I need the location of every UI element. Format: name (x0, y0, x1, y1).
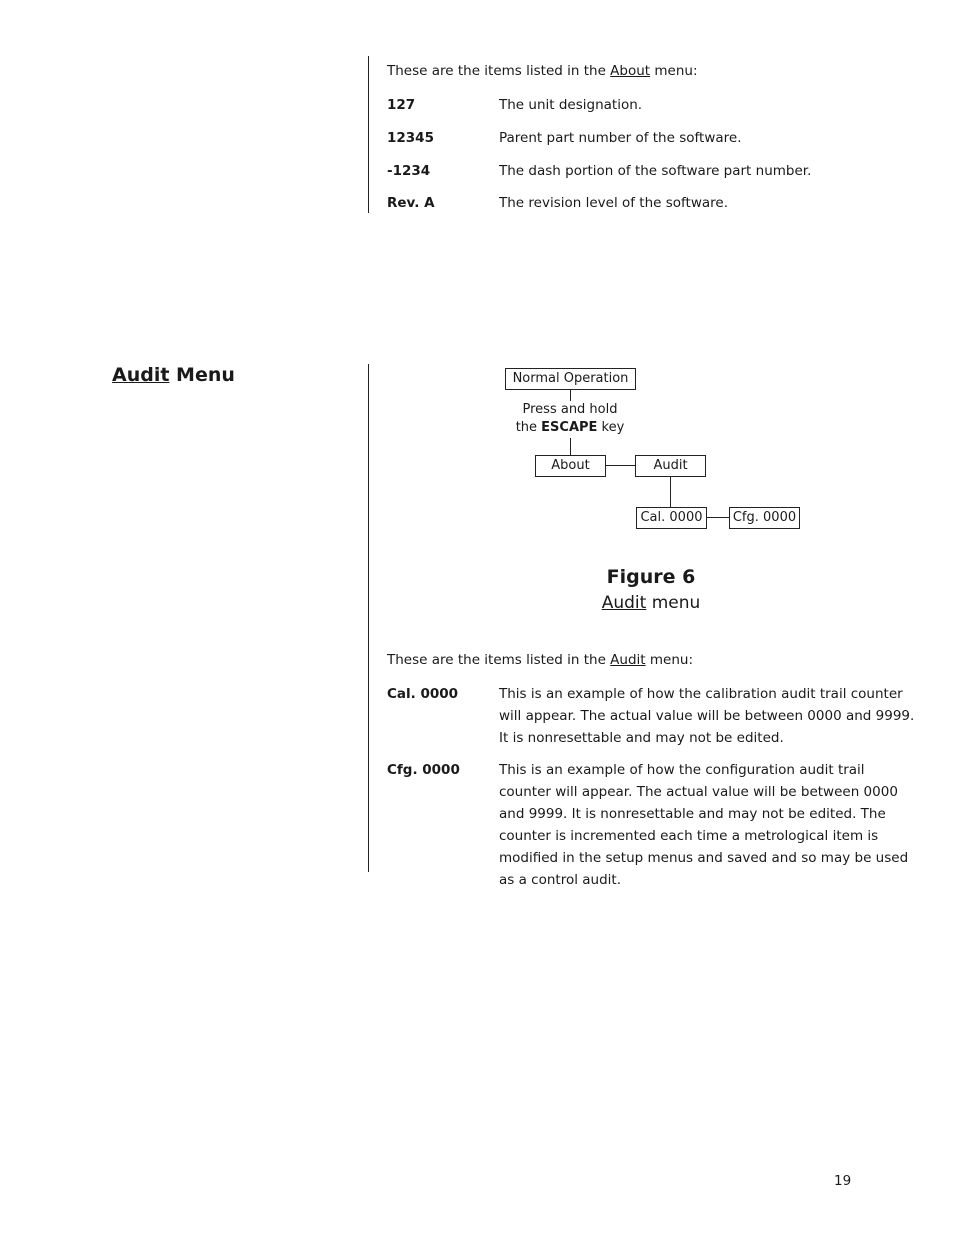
item-description: The unit designation. (499, 97, 643, 113)
about-menu-box: About (535, 455, 606, 477)
press-hold-escape-instruction: Press and hold the ESCAPE key (515, 402, 625, 435)
page-number: 19 (834, 1173, 852, 1189)
item-term: Cfg. 0000 (387, 762, 460, 778)
item-term: 12345 (387, 130, 434, 146)
connector-cal-to-cfg (707, 517, 729, 518)
figure-caption: Audit menu (601, 593, 701, 613)
figure-title: Figure 6 (606, 566, 696, 588)
item-term: 127 (387, 97, 416, 113)
audit-section-rule (368, 364, 369, 872)
connector-about-to-audit (606, 465, 635, 466)
cfg-counter-box: Cfg. 0000 (729, 507, 800, 529)
item-term: Cal. 0000 (387, 686, 459, 702)
item-description: Parent part number of the software. (499, 130, 742, 146)
normal-operation-box: Normal Operation (505, 368, 636, 390)
audit-intro: These are the items listed in the Audit menu: (387, 652, 693, 668)
item-term: Rev. A (387, 195, 435, 211)
about-intro: These are the items listed in the About menu: (387, 63, 698, 79)
audit-menu-box: Audit (635, 455, 706, 477)
section-heading-audit-menu: Audit Menu (112, 364, 235, 386)
item-term: -1234 (387, 163, 431, 179)
item-description: This is an example of how the configuration audit trail counter will appear. The actual value will be between 0000 and 9999. It is nonresettable and may not be edited. The counter is incremented each time a metrological item is modified in the setup menus and saved and so may be used as a control audit. (499, 762, 909, 888)
audit-menu-reference: Audit (610, 652, 646, 668)
cal-counter-box: Cal. 0000 (636, 507, 707, 529)
about-menu-reference: About (610, 63, 651, 79)
connector-text-to-about (570, 438, 571, 455)
about-section-rule (368, 56, 369, 213)
item-description: The dash portion of the software part number. (499, 163, 812, 179)
item-description: This is an example of how the calibration audit trail counter will appear. The actual value will be between 0000 and 9999. It is nonresettable and may not be edited. (499, 686, 915, 746)
connector-audit-to-cal (670, 477, 671, 507)
connector-normal-to-text (570, 390, 571, 401)
item-description: The revision level of the software. (499, 195, 728, 211)
